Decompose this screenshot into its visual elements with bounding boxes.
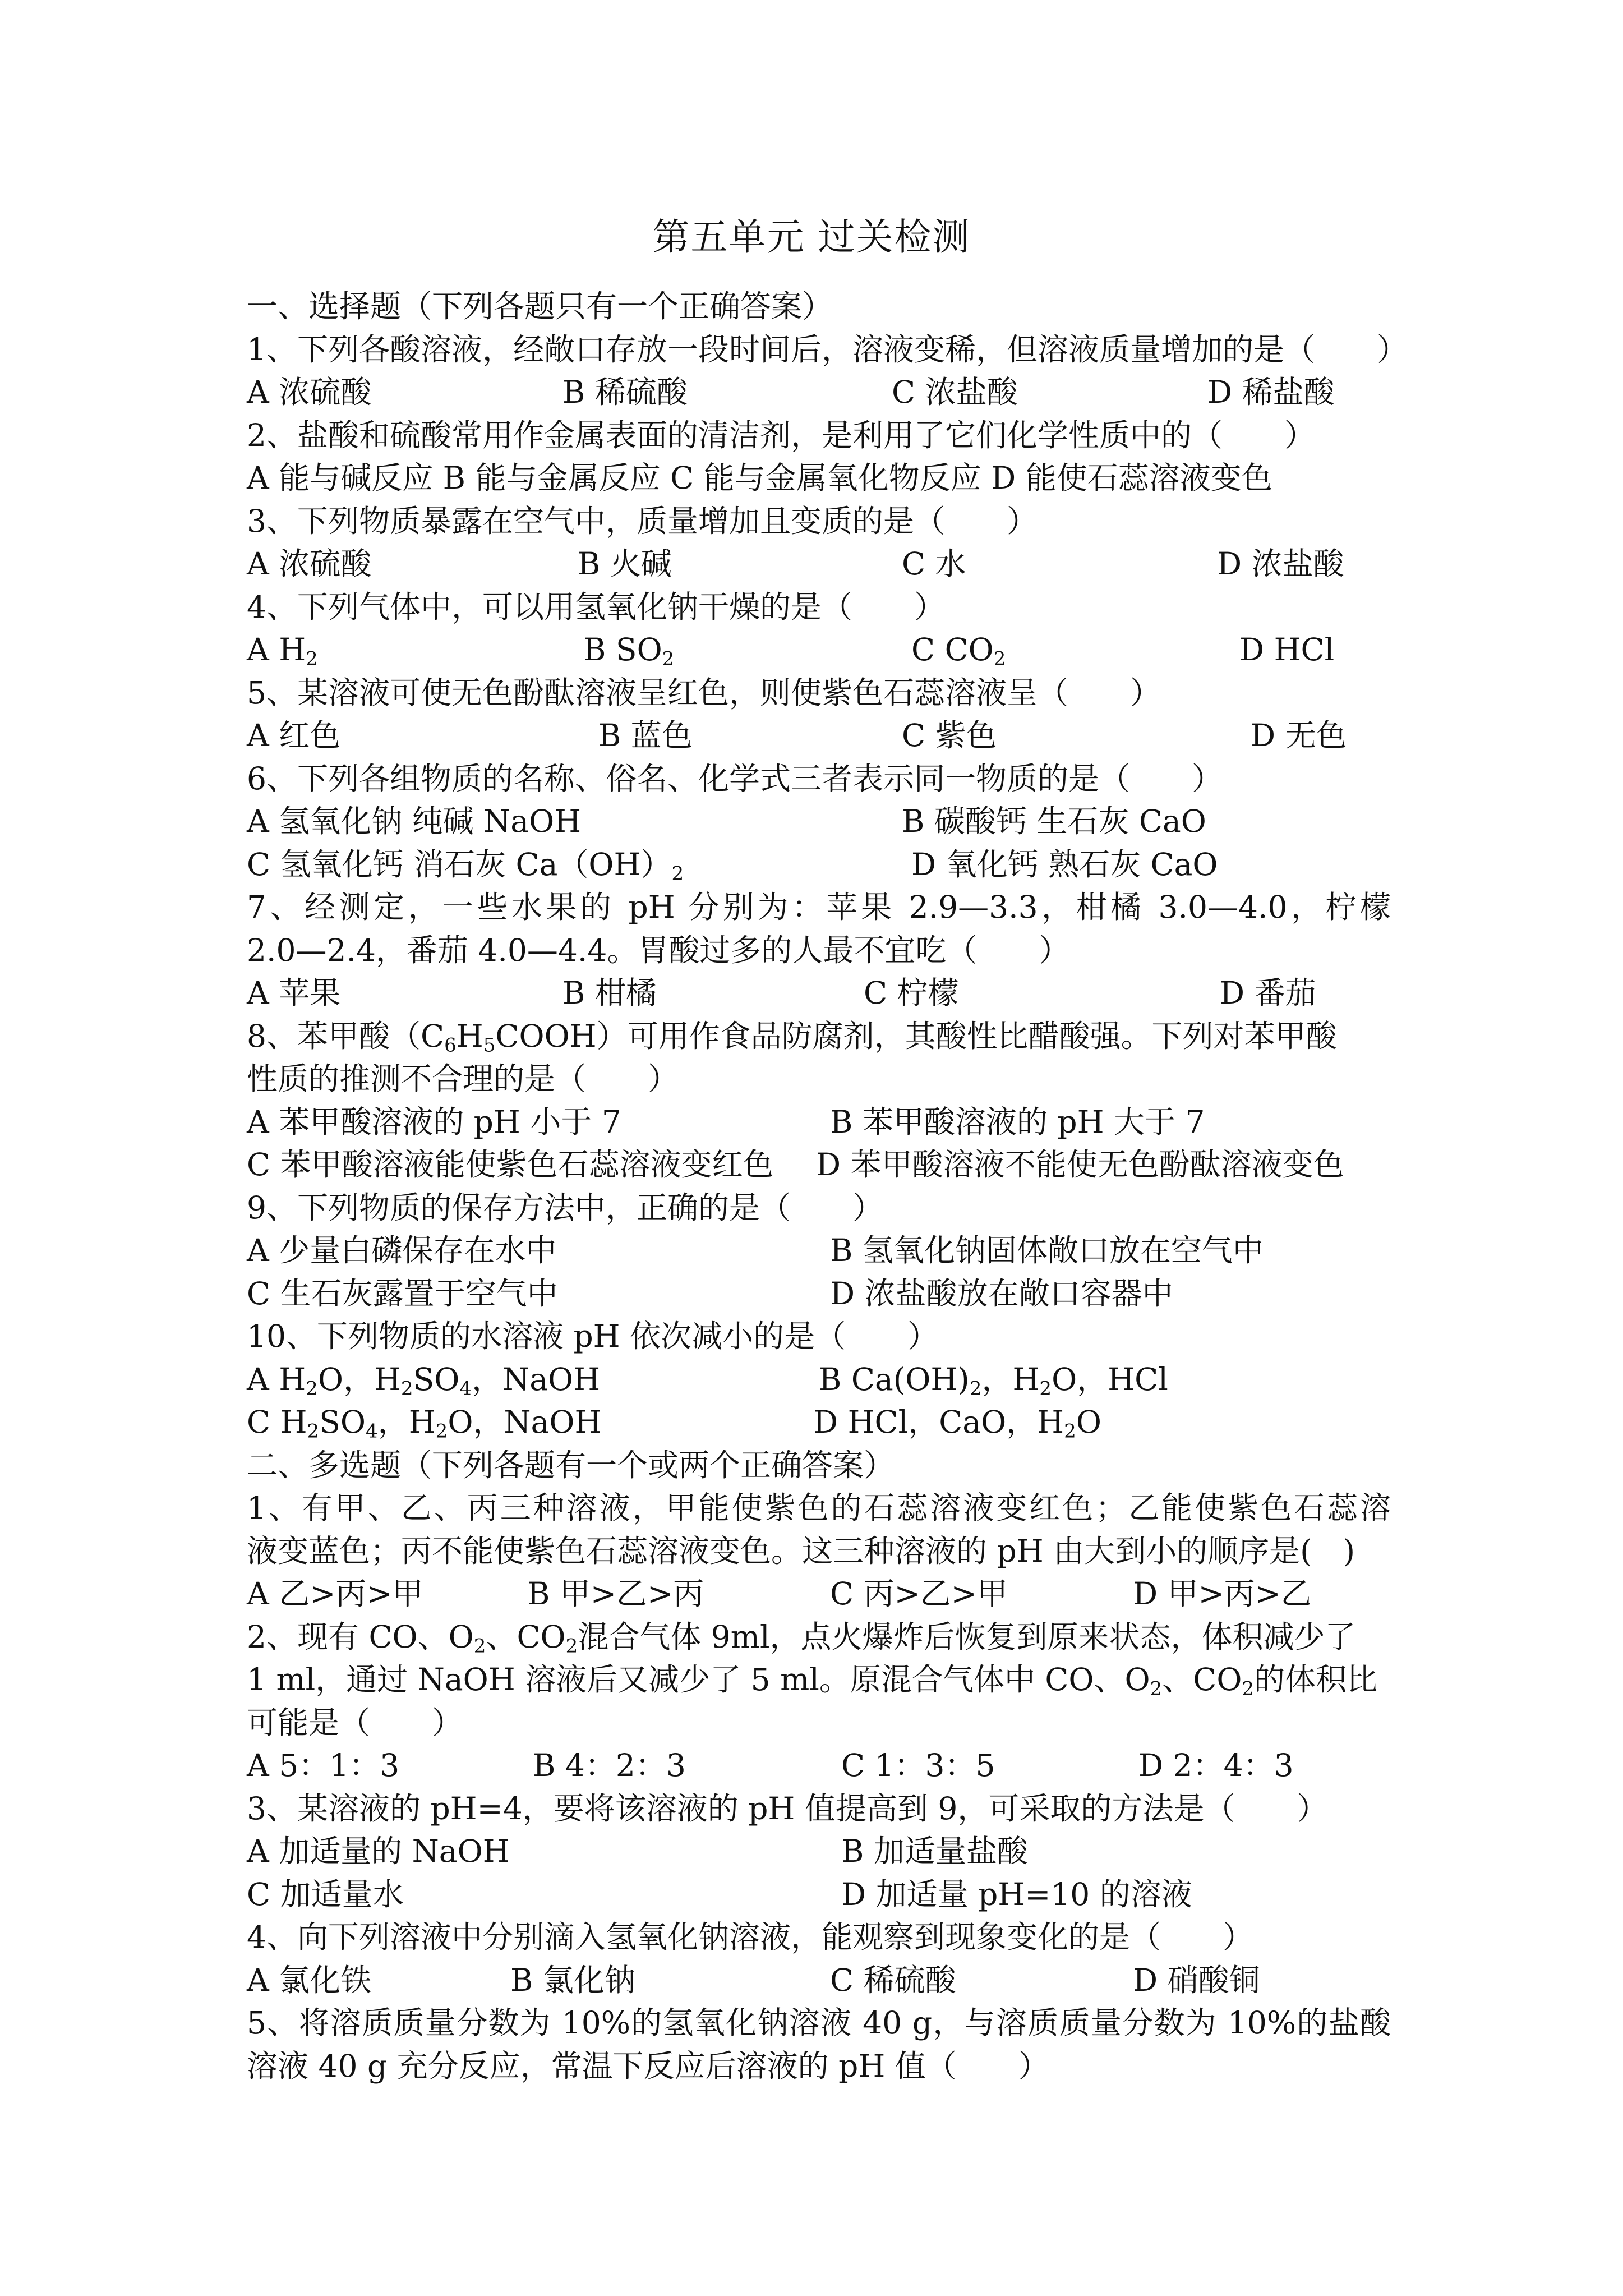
question-stem-line: 7、经测定，一些水果的 pH 分别为：苹果 2.9—3.3，柑橘 3.0—4.0，柠檬 [247,889,1391,925]
option-d: D HCl [1239,632,1335,668]
subscript: 2 [435,1420,448,1443]
option-b: B 甲>乙>丙 [527,1576,704,1612]
subscript: 2 [1242,1677,1255,1700]
stem-text: 、CO [1162,1662,1242,1697]
option-b: B 碳酸钙 生石灰 CaO [902,803,1206,839]
option-row [247,628,1391,671]
option-a: A 苹果 [247,975,341,1011]
stem-text: H [456,1018,483,1054]
option-text: D HCl，CaO，H [813,1404,1064,1440]
option-a: A 浓硫酸 [247,546,372,582]
option-c: C 生石灰露置于空气中 [247,1275,558,1312]
option-c [247,843,684,886]
option-b: B 火碱 [578,546,672,582]
option-d: D 浓盐酸 [1217,546,1344,582]
option-c: C 浓盐酸 [892,374,1018,410]
option-b [819,1358,1168,1401]
option-a: A 加适量的 NaOH [247,1833,510,1869]
option-row [247,1358,1391,1401]
option-row [247,843,1391,886]
option-b: B 4：2：3 [533,1747,686,1783]
question-stem: 1、下列各酸溶液，经敞口存放一段时间后，溶液变稀，但溶液质量增加的是（ ） [247,331,1408,367]
question-stem [247,886,1391,929]
option-row [247,1873,1391,1916]
option-d: D 2：4：3 [1138,1747,1294,1783]
option-b [583,628,674,671]
question-stem: 性质的推测不合理的是（ ） [247,1061,679,1097]
question-stem: 9、下列物质的保存方法中，正确的是（ ） [247,1189,883,1226]
option-d: D 氧化钙 熟石灰 CaO [911,846,1218,882]
option-d: D 稀盐酸 [1207,374,1335,410]
option-c: C 紫色 [902,717,997,753]
option-c: C 1：3：5 [841,1747,995,1783]
stem-text: COOH）可用作食品防腐剂，其酸性比醋酸强。下列对苯甲酸 [495,1018,1337,1054]
option-d: D 番茄 [1220,975,1316,1011]
option-text: A H [247,1361,306,1397]
option-a [247,628,318,671]
option-row [247,371,1391,414]
option-row [247,1229,1391,1272]
question-stem: 2、盐酸和硫酸常用作金属表面的清洁剂，是利用了它们化学性质中的（ ） [247,417,1315,453]
option-b: B 氢氧化钠固体敞口放在空气中 [830,1232,1264,1268]
stem-text: 2、现有 CO、O [247,1618,474,1655]
option-d: D 硝酸铜 [1133,1962,1260,1998]
question-stem [247,1616,1391,1659]
option-row [247,1401,1391,1444]
question-stem: 3、某溶液的 pH=4，要将该溶液的 pH 值提高到 9，可采取的方法是（ ） [247,1790,1328,1826]
option-d: D 浓盐酸放在敞口容器中 [830,1275,1173,1312]
option-row: A 能与碱反应 B 能与金属反应 C 能与金属氧化物反应 D 能使石蕊溶液变色 [247,460,1272,496]
subscript: 2 [1064,1420,1076,1443]
option-a: A 浓硫酸 [247,374,372,410]
option-b: B 氯化钠 [510,1962,635,1998]
option-row [247,1101,1391,1144]
option-c: C 柠檬 [864,975,959,1011]
question-stem: 4、下列气体中，可以用氢氧化钠干燥的是（ ） [247,588,945,625]
option-b: B 加适量盐酸 [841,1833,1028,1869]
option-row [247,1572,1391,1616]
question-stem [247,1487,1391,1530]
option-text: SO [413,1361,460,1397]
page-title: 第五单元 过关检测 [652,215,971,259]
question-stem [247,1658,1391,1701]
stem-text: 8、苯甲酸（C [247,1018,445,1054]
option-row [247,1272,1391,1315]
option-text: ，H [377,1404,436,1440]
option-b: B 苯甲酸溶液的 pH 大于 7 [830,1103,1205,1140]
question-stem-line: 5、将溶质质量分数为 10%的氢氧化钠溶液 40 g，与溶质质量分数为 10%的盐酸 [247,2005,1391,2041]
option-a [247,1358,600,1401]
option-text: O [1076,1404,1101,1440]
subscript: 2 [969,1377,982,1400]
question-stem: 液变蓝色；丙不能使紫色石蕊溶液变色。这三种溶液的 pH 由大到小的顺序是( ) [247,1533,1355,1569]
option-b: B 柑橘 [562,975,657,1011]
subscript: 4 [459,1377,472,1400]
option-a: A 少量白磷保存在水中 [247,1232,557,1268]
question-stem: 4、向下列溶液中分别滴入氢氧化钠溶液，能观察到现象变化的是（ ） [247,1919,1253,1955]
option-row [247,1143,1391,1186]
subscript: 2 [306,647,318,670]
exam-content [247,285,1408,2087]
subscript: 4 [366,1420,378,1443]
subscript: 2 [1039,1377,1052,1400]
stem-text: 的体积比 [1254,1662,1378,1697]
subscript: 2 [400,1377,413,1400]
option-a-text: A H [247,632,306,668]
option-c: C 加适量水 [247,1876,404,1912]
option-d: D 甲>丙>乙 [1133,1576,1312,1612]
question-stem: 可能是（ ） [247,1704,463,1741]
option-row [247,1744,1391,1787]
option-a: A 苯甲酸溶液的 pH 小于 7 [247,1103,621,1140]
option-row [247,714,1391,757]
option-a: A 红色 [247,717,341,753]
option-c: C 苯甲酸溶液能使紫色石蕊溶液变红色 [247,1147,774,1182]
subscript: 2 [993,647,1006,670]
option-d: D 无色 [1251,717,1347,753]
subscript: 2 [473,1635,486,1658]
question-stem-line: 1、有甲、乙、丙三种溶液，甲能使紫色的石蕊溶液变红色；乙能使紫色石蕊溶 [247,1490,1391,1526]
option-a: A 乙>丙>甲 [247,1576,423,1612]
subscript: 2 [306,1377,318,1400]
question-stem [247,2001,1391,2045]
question-stem: 6、下列各组物质的名称、俗名、化学式三者表示同一物质的是（ ） [247,760,1223,797]
subscript: 2 [1150,1677,1163,1700]
option-d: D 加适量 pH=10 的溶液 [841,1876,1192,1912]
option-b: B 稀硫酸 [562,374,688,410]
option-text: ，NaOH [472,1361,601,1397]
subscript: 2 [662,647,675,670]
question-stem [247,1015,1391,1058]
option-a: A 氯化铁 [247,1962,372,1998]
subscript: 2 [307,1420,320,1443]
option-text: ，H [981,1361,1040,1397]
question-stem: 2.0—2.4，番茄 4.0—4.4。胃酸过多的人最不宜吃（ ） [247,932,1070,968]
option-text: O，HCl [1052,1361,1168,1397]
subscript: 2 [671,862,684,885]
option-c [911,628,1006,671]
option-row [247,972,1391,1015]
option-text: O，H [317,1361,401,1397]
option-c: C 稀硫酸 [830,1962,956,1998]
option-a: A 5：1：3 [247,1747,400,1783]
option-b: B 蓝色 [598,717,693,753]
option-c-text: C 氢氧化钙 消石灰 Ca（OH） [247,846,672,882]
subscript: 5 [483,1034,496,1057]
question-stem: 溶液 40 g 充分反应，常温下反应后溶液的 pH 值（ ） [247,2047,1049,2084]
option-text: B Ca(OH) [819,1361,970,1397]
stem-text: 、CO [486,1618,566,1655]
option-row [247,542,1391,586]
option-b-text: B SO [583,632,662,668]
stem-text: 1 ml，通过 NaOH 溶液后又减少了 5 ml。原混合气体中 CO、O [247,1662,1150,1697]
subscript: 6 [444,1034,457,1057]
option-c-text: C CO [911,632,994,668]
option-c: C 丙>乙>甲 [830,1576,1008,1612]
option-c: C 水 [902,546,966,582]
option-text: SO [319,1404,366,1440]
section-heading: 二、多选题（下列各题有一个或两个正确答案） [247,1447,895,1483]
option-text: C H [247,1404,307,1440]
option-a: A 氢氧化钠 纯碱 NaOH [247,803,582,839]
section-heading: 一、选择题（下列各题只有一个正确答案） [247,288,833,324]
option-row [247,1830,1391,1873]
question-stem: 5、某溶液可使无色酚酞溶液呈红色，则使紫色石蕊溶液呈（ ） [247,674,1161,711]
question-stem: 10、下列物质的水溶液 pH 依次减小的是（ ） [247,1318,939,1354]
option-d: D 苯甲酸溶液不能使无色酚酞溶液变色 [816,1147,1344,1182]
option-c [247,1401,601,1444]
stem-text: 混合气体 9ml，点火爆炸后恢复到原来状态，体积减少了 [578,1618,1356,1655]
option-row [247,800,1391,843]
option-d [813,1401,1101,1444]
question-stem: 3、下列物质暴露在空气中，质量增加且变质的是（ ） [247,503,1038,539]
option-text: O，NaOH [448,1404,602,1440]
option-row [247,1959,1391,2002]
subscript: 2 [565,1635,578,1658]
